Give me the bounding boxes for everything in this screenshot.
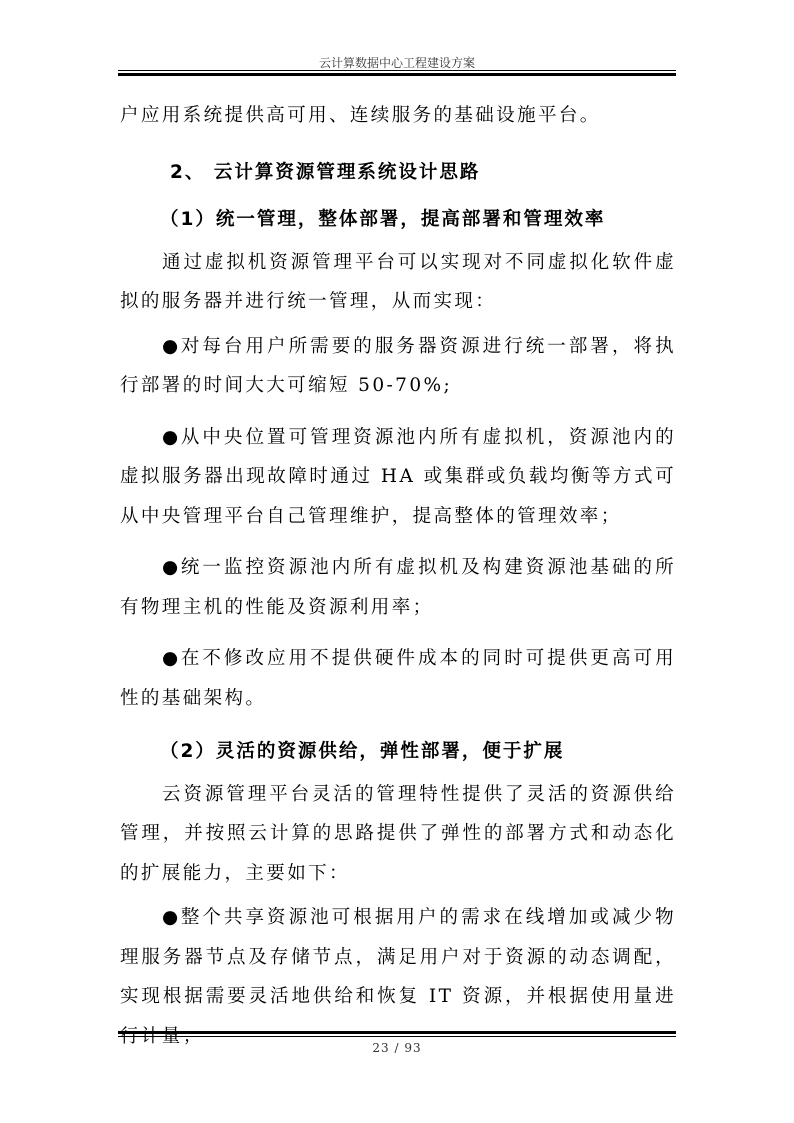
bullet-text: 在不修改应用不提供硬件成本的同时可提供更高可用性的基础架构。 [120, 648, 676, 709]
bullet-marker: ● [162, 426, 179, 448]
header-rule-thick [118, 73, 676, 76]
header-rule-thin [118, 70, 676, 71]
bullet-text: 对每台用户所需要的服务器资源进行统一部署，将执行部署的时间大大可缩短 50-70%; [120, 335, 676, 396]
paragraph-continuation: 户应用系统提供高可用、连续服务的基础设施平台。 [120, 105, 601, 126]
page-number: 23 / 93 [372, 1041, 422, 1055]
bullet-item-4 [120, 639, 676, 718]
bullet-text: 从中央位置可管理资源池内所有虚拟机，资源池内的虚拟服务器出现故障时通过 HA 或集群或负载均衡等方式可从中央管理平台自己管理维护，提高整体的管理效率； [120, 426, 676, 527]
bullet-marker: ● [162, 907, 179, 928]
bullet-item-3 [120, 548, 676, 627]
bullet-text: 统一监控资源池内所有虚拟机及构建资源池基础的所有物理主机的性能及资源利用率； [120, 557, 676, 618]
subsection-heading-1: （1）统一管理，整体部署，提高部署和管理效率 [160, 209, 606, 230]
section-heading: 2、 云计算资源管理系统设计思路 [170, 161, 481, 183]
page-header-title: 云计算数据中心工程建设方案 [318, 56, 475, 70]
document-body [120, 96, 676, 1056]
bullet-text: 整个共享资源池可根据用户的需求在线增加或减少物理服务器节点及存储节点，满足用户对于资源的动态调配，实现根据需要灵活地供给和恢复 IT 资源，并根据使用量进行计量； [120, 907, 676, 1047]
footer-rule-thin [118, 1036, 676, 1037]
bullet-marker: ● [162, 557, 179, 578]
bullet-marker: ● [162, 335, 179, 357]
bullet-item-1 [120, 327, 676, 406]
bullet-item-2 [120, 418, 676, 537]
subsection-heading-2: （2）灵活的资源供给，弹性部署，便于扩展 [160, 741, 565, 762]
bullet-marker: ● [162, 648, 179, 669]
footer-rule-thick [118, 1031, 676, 1034]
paragraph-intro-1: 通过虚拟机资源管理平台可以实现对不同虚拟化软件虚拟的服务器并进行统一管理，从而实现： [120, 251, 676, 312]
paragraph-intro-2: 云资源管理平台灵活的管理特性提供了灵活的资源供给管理，并按照云计算的思路提供了弹性的部署方式和动态化的扩展能力，主要如下： [120, 783, 676, 884]
